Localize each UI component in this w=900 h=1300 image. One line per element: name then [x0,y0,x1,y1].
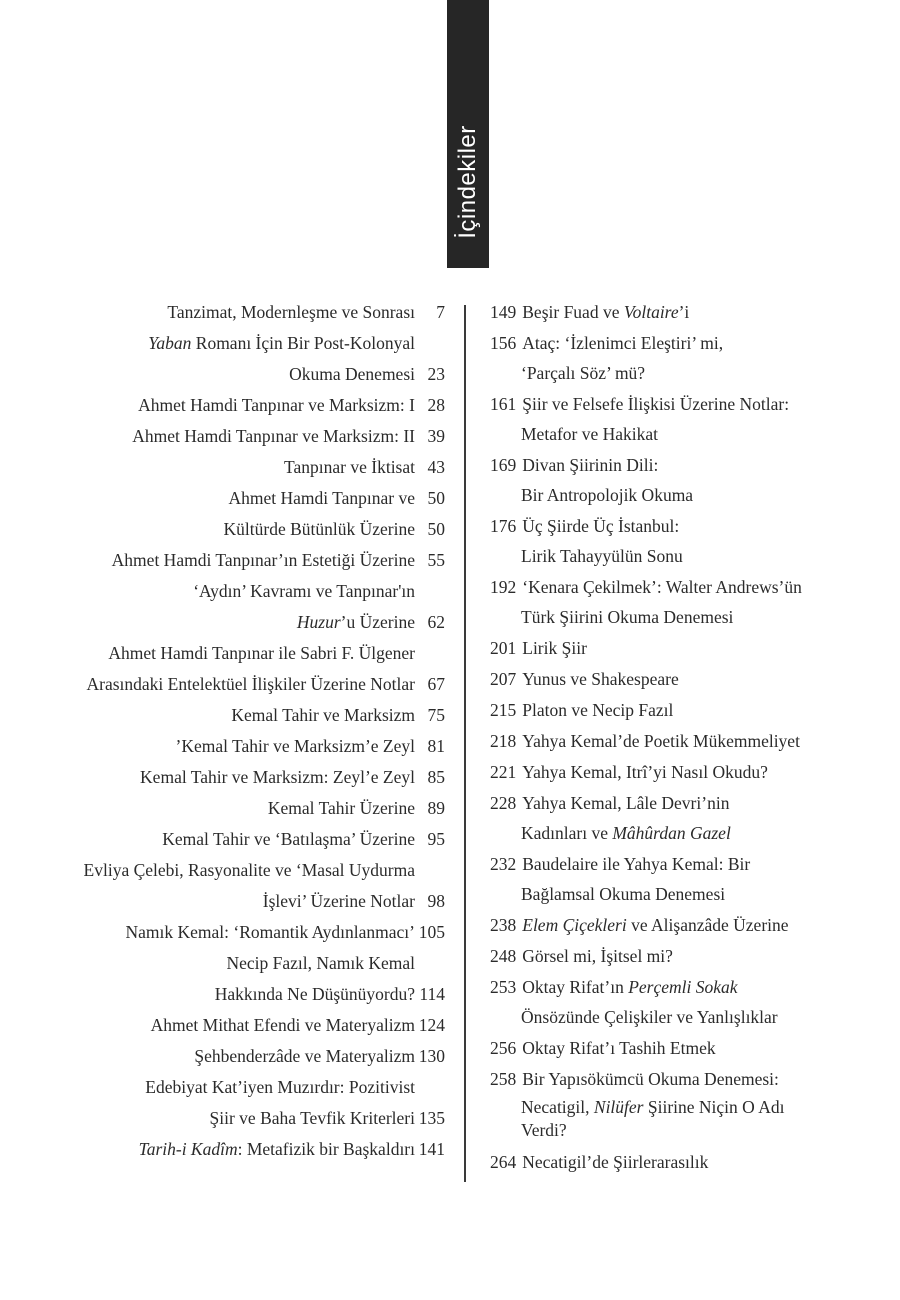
toc-title: Türk Şiirini Okuma Denemesi [521,607,734,627]
toc-line [490,915,885,936]
toc-page-number: 176 [490,516,517,536]
toc-line [490,455,885,476]
toc-page-number: 258 [490,1069,517,1089]
toc-line [35,395,445,426]
toc-entry [490,854,885,905]
toc-page-number: 207 [490,669,517,689]
toc-page-number: 192 [490,577,517,597]
heading-label-wrap [447,102,489,262]
toc-page-number: 23 [427,364,445,384]
toc-title: Üç Şiirde Üç İstanbul: [522,516,680,536]
toc-entry [490,333,885,384]
toc-title: Oktay Rifat’ın [522,977,629,997]
toc-continuation [490,363,885,384]
toc-title-italic: Mâhûrdan Gazel [612,823,731,843]
toc-title: Lirik Şiir [522,638,587,658]
toc-title: ‘Kenara Çekilmek’: Walter Andrews’ün [522,577,802,597]
toc-line [35,643,445,674]
toc-page-number: 253 [490,977,517,997]
toc-title: Yahya Kemal’de Poetik Mükemmeliyet [522,731,800,751]
toc-title: Necip Fazıl, Namık Kemal [226,953,415,973]
toc-title: Ahmet Hamdi Tanpınar ve [228,488,415,508]
toc-entry [490,731,885,752]
toc-page-number: 39 [427,426,445,446]
toc-title: Evliya Çelebi, Rasyonalite ve ‘Masal Uydurma [83,860,415,880]
toc-entry [490,1069,885,1142]
toc-page-number: 156 [490,333,517,353]
toc-page-number: 105 [418,922,445,942]
toc-page-number: 95 [427,829,445,849]
toc-line [35,364,445,395]
toc-title: Şiir ve Baha Tevfik Kriterleri [209,1108,415,1128]
toc-page-number: 81 [427,736,445,756]
toc-title: Oktay Rifat’ı Tashih Etmek [522,1038,716,1058]
toc-page-number: 130 [418,1046,445,1066]
toc-page-number: 215 [490,700,517,720]
toc-title: ‘Aydın’ Kavramı ve Tanpınar'ın [193,581,415,601]
toc-line [490,669,885,690]
toc-line [35,333,445,364]
toc-title: Yunus ve Shakespeare [522,669,679,689]
toc-title-italic: Huzur [296,612,341,632]
toc-line [35,550,445,581]
toc-line [35,984,445,1015]
toc-title: Ahmet Hamdi Tanpınar ve Marksizm: I [138,395,415,415]
toc-entry [490,1152,885,1173]
toc-line [35,674,445,705]
toc-line [35,829,445,860]
toc-page-number: 232 [490,854,517,874]
toc-page-number: 50 [427,519,445,539]
toc-title-italic: Voltaire [623,302,679,322]
toc-line [490,793,885,814]
toc-title: Yahya Kemal, Lâle Devri’nin [522,793,730,813]
toc-page-number: 43 [427,457,445,477]
toc-entry [490,638,885,659]
toc-entry [490,1038,885,1059]
toc-title: Beşir Fuad ve [522,302,624,322]
toc-line [35,1077,445,1108]
toc-page-number: 228 [490,793,517,813]
toc-title: Okuma Denemesi [289,364,415,384]
toc-line [35,1108,445,1139]
toc-title: Necatigil, [521,1097,594,1117]
toc-title: Görsel mi, İşitsel mi? [522,946,673,966]
toc-title: İşlevi’ Üzerine Notlar [262,891,415,911]
toc-entry [490,516,885,567]
toc-title: Edebiyat Kat’iyen Muzırdır: Pozitivist [145,1077,415,1097]
toc-title: Ahmet Hamdi Tanpınar ile Sabri F. Ülgener [108,643,415,663]
toc-title: Divan Şiirinin Dili: [522,455,659,475]
toc-line [35,426,445,457]
toc-title: ’Kemal Tahir ve Marksizm’e Zeyl [175,736,415,756]
toc-page-number: 28 [427,395,445,415]
toc-entry [490,669,885,690]
toc-entry [490,577,885,628]
toc-entry [490,455,885,506]
toc-title: Kemal Tahir Üzerine [267,798,415,818]
toc-line [35,922,445,953]
toc-entry [490,977,885,1028]
page-title: İçindekiler [454,125,482,239]
toc-title: Ataç: ‘İzlenimci Eleştiri’ mi, [522,333,724,353]
toc-title: Hakkında Ne Düşünüyordu? [214,984,415,1004]
toc-title-italic: Nilüfer [593,1097,644,1117]
toc-page-number: 50 [427,488,445,508]
toc-line [35,891,445,922]
toc-line [490,946,885,967]
toc-page-number: 221 [490,762,517,782]
toc-title: Platon ve Necip Fazıl [522,700,674,720]
toc-page-number: 248 [490,946,517,966]
toc-line [490,977,885,998]
toc-entry [490,762,885,783]
toc-page-number: 169 [490,455,517,475]
toc-title: Şiir ve Felsefe İlişkisi Üzerine Notlar: [522,394,790,414]
toc-page-number: 114 [419,984,445,1004]
toc-title: Kemal Tahir ve Marksizm [231,705,415,725]
toc-line [35,953,445,984]
toc-title: Kültürde Bütünlük Üzerine [223,519,415,539]
toc-title-italic: Tarih-i Kadîm [138,1139,238,1159]
toc-page-number: 85 [427,767,445,787]
toc-title: Ahmet Mithat Efendi ve Materyalizm [150,1015,415,1035]
toc-continuation [490,424,885,445]
toc-title: Kemal Tahir ve Marksizm: Zeyl’e Zeyl [140,767,415,787]
toc-page-number: 161 [490,394,517,414]
toc-line [35,736,445,767]
toc-entry [490,946,885,967]
toc-entry [490,700,885,721]
toc-page-number: 201 [490,638,517,658]
toc-line [35,1139,445,1170]
toc-page-number: 89 [427,798,445,818]
toc-title: Önsözünde Çelişkiler ve Yanlışlıklar [521,1007,778,1027]
toc-title: Tanzimat, Modernleşme ve Sonrası [167,302,415,322]
toc-title-italic: Yaban [148,333,192,353]
heading-tab [447,0,489,268]
toc-page-number: 238 [490,915,517,935]
toc-line [490,731,885,752]
toc-continuation [490,485,885,506]
toc-line [35,488,445,519]
toc-page-number: 141 [418,1139,445,1159]
toc-title: Necatigil’de Şiirlerarasılık [522,1152,709,1172]
toc-line [35,705,445,736]
toc-page-number: 62 [427,612,445,632]
toc-title: Ahmet Hamdi Tanpınar’ın Estetiği Üzerine [111,550,415,570]
column-divider [464,305,466,1182]
toc-title-italic: Perçemli Sokak [628,977,738,997]
toc-line [35,612,445,643]
toc-page-number: 7 [436,302,445,322]
toc-continuation [490,1007,885,1028]
toc-page-number: 75 [427,705,445,725]
toc-line [35,860,445,891]
toc-title: Ahmet Hamdi Tanpınar ve Marksizm: II [132,426,415,446]
toc-line [35,581,445,612]
toc-title-suffix: Şiirine Niçin O Adı Verdi? [521,1097,785,1140]
toc-right-column [490,302,885,1183]
toc-page-number: 149 [490,302,517,322]
toc-page-number: 98 [427,891,445,911]
toc-continuation [490,546,885,567]
toc-entry [490,302,885,323]
toc-line [490,854,885,875]
toc-title: Romanı İçin Bir Post-Kolonyal [191,333,415,353]
toc-title: Bir Antropolojik Okuma [521,485,694,505]
toc-title: Yahya Kemal, Itrî’yi Nasıl Okudu? [522,762,768,782]
toc-title: Bir Yapısökümcü Okuma Denemesi: [522,1069,779,1089]
toc-line [35,457,445,488]
toc-page-number: 264 [490,1152,517,1172]
toc-line [490,638,885,659]
toc-continuation [490,884,885,905]
toc-continuation [490,1096,821,1142]
toc-title: ‘Parçalı Söz’ mü? [521,363,646,383]
toc-line [35,519,445,550]
toc-line [490,1038,885,1059]
toc-line [35,302,445,333]
toc-entry [490,394,885,445]
toc-page-number: 256 [490,1038,517,1058]
toc-line [490,516,885,537]
toc-title-italic: Elem Çiçekleri [522,915,627,935]
toc-line [490,333,885,354]
toc-line [490,394,885,415]
toc-title: Namık Kemal: ‘Romantik Aydınlanmacı’ [125,922,415,942]
toc-title: Kadınları ve [521,823,613,843]
toc-entry [490,915,885,936]
toc-line [490,577,885,598]
toc-title: Metafor ve Hakikat [521,424,659,444]
toc-title-suffix: ve Alişanzâde Üzerine [626,915,789,935]
toc-line [35,1046,445,1077]
toc-title: Baudelaire ile Yahya Kemal: Bir [522,854,751,874]
toc-title: Kemal Tahir ve ‘Batılaşma’ Üzerine [162,829,415,849]
toc-continuation [490,823,885,844]
toc-title: Tanpınar ve İktisat [284,457,415,477]
toc-page-number: 55 [427,550,445,570]
toc-title-suffix: ’i [678,302,690,322]
toc-line [490,302,885,323]
toc-title: Şehbenderzâde ve Materyalizm [194,1046,415,1066]
toc-continuation [490,607,885,628]
toc-line [490,762,885,783]
toc-page-number: 135 [418,1108,445,1128]
toc-line [490,700,885,721]
toc-title: Arasındaki Entelektüel İlişkiler Üzerine Notlar [86,674,415,694]
toc-left-column [35,302,445,1170]
toc-page-number: 124 [418,1015,445,1035]
toc-line [35,798,445,829]
toc-title: Lirik Tahayyülün Sonu [521,546,683,566]
toc-entry [490,793,885,844]
toc-line [490,1069,885,1090]
toc-title: ’u Üzerine [340,612,415,632]
toc-page-number: 218 [490,731,517,751]
toc-page-number: 67 [427,674,445,694]
toc-line [490,1152,885,1173]
toc-title: : Metafizik bir Başkaldırı [237,1139,415,1159]
toc-line [35,767,445,798]
toc-line [35,1015,445,1046]
toc-title: Bağlamsal Okuma Denemesi [521,884,726,904]
